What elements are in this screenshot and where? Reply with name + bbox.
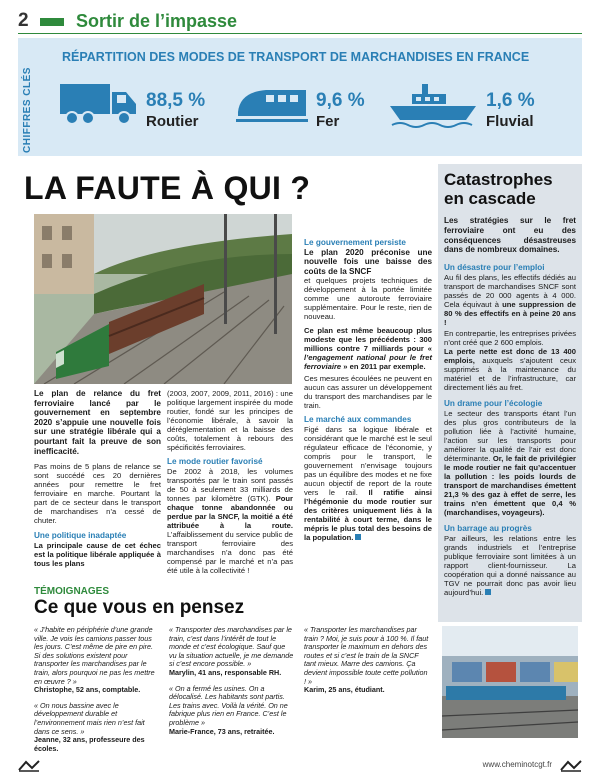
modest-text-b: » en 2011 par exemple. <box>341 362 426 372</box>
government-paragraph: et quelques projets techniques de développement à la portée limitée comme une autoroute ferroviaire supplémentaire. Pour le reste, rien de nouveau. <box>304 276 432 322</box>
cgt-logo-icon <box>560 760 582 772</box>
jobs-loss-bold: La perte nette est donc de 13 400 emplois, <box>444 347 576 366</box>
jobs-text-a: Au fil des plans, les effectifs dédiés au transport de marchandises SNCF sont passés de 20 000 agents à 4 000. Cela équivaut à <box>444 273 576 310</box>
jobs-paragraph <box>444 273 576 327</box>
market-paragraph <box>304 425 432 542</box>
testimonies-title: Ce que vous en pensez <box>34 597 245 618</box>
testimony-quote: « On nous bassine avec le développement durable et l’environnement mais rien n’est fait dans ce sens. » <box>34 700 145 736</box>
footer-url[interactable]: www.cheminotcgt.fr <box>482 760 552 769</box>
subheading-jobs: Un désastre pour l’emploi <box>444 263 545 273</box>
testimony-signature: Christophe, 52 ans, comptable. <box>34 685 141 695</box>
testimony-signature: Marie-France, 73 ans, retraitée. <box>169 726 275 736</box>
testimony-quote: « J’habite en périphérie d’une grande ville. Je vois les camions passer tous les jours. C’est même de pire en pire. Si des solutions existent pour transporter les marchandises par le train, alors pourquoi ne pas les mettre en œuvre ? » <box>34 625 155 686</box>
testimony-column-1 <box>34 626 159 753</box>
subheading-ecology: Un drame pour l’écologie <box>444 399 543 409</box>
testimony-signature: Karim, 25 ans, étudiant. <box>304 685 385 695</box>
road-share-value: 88,5 % <box>146 90 206 111</box>
testimony-signature: Jeanne, 32 ans, professeure des écoles. <box>34 735 145 753</box>
subheading-progress: Un barrage au progrès <box>444 524 532 534</box>
rail-share-value: 9,6 % <box>316 90 365 111</box>
jobs-loss <box>444 347 576 392</box>
page-footer <box>18 756 582 776</box>
sidebar-title-line-2: en cascade <box>444 189 536 208</box>
page-number: 2 <box>18 10 29 31</box>
sidebar-title <box>444 170 576 208</box>
market-text: Figé dans sa logique libérale et considérant que le marché est le seul régulateur efficace de l’économie, y compris pour le transport, le gouvernement n’envisage toujours pas un équilibre des modes et ne fixe aucun objectif de report de la route vers le rail. <box>304 425 432 498</box>
sidebar-intro: Les stratégies sur le fret ferroviaire ont eu des conséquences désastreuses dans de nombreux domaines. <box>444 216 576 255</box>
measures-paragraph: Ces mesures écoulées ne peuvent en aucun cas assurer un développement du transport des marchandises par le train. <box>304 374 432 411</box>
article-column-1 <box>34 389 161 568</box>
testimony-quote: « Transporter les marchandises par train ? Moi, je suis pour à 100 %. Il faut transporter le maximum en dehors des routes et si c’est le train de la SNCF tant mieux. Marre des camions. Ça devient impossible toute cette pollution ! » <box>304 625 429 686</box>
article-intro: Le plan de relance du fret ferroviaire lancé par le gouvernement en septembre 2020 s’appuie une nouvelle fois sur une stratégie libérale qui a pourtant fait la preuve de son inefficacité. <box>34 389 161 456</box>
sidebar-box <box>438 164 582 622</box>
ecology-paragraph <box>444 409 576 517</box>
modest-text-a: Ce plan est même beaucoup plus modeste que les précédents : 300 millions contre 7 milliards pour « <box>304 326 432 354</box>
road-share-label: Routier <box>146 113 199 130</box>
ecology-text: Le secteur des transports étant l’un des plus gros contributeurs de la pollution liée à l’activité humaine, l’action sur les transports pour améliorer la qualité de l’air est donc déterminante. <box>444 409 576 464</box>
freight-train-photo <box>34 214 292 384</box>
progress-text: Par ailleurs, les relations entre les grands industriels et l’entreprise publique ferroviaire sont limitées à un rapport client-fournisseur. La coopération qui a donné naissance au TGV ne pourrait donc pas avoir lieu aujourd’hui. <box>444 534 576 598</box>
truck-icon <box>60 82 138 126</box>
ecology-text-bold: Or, le fait de privilégier le mode routier ne fait qu’accentuer la pollution : les poids lourds de transport de marchandises émettent 21,3 % des gaz à effet de serre, les trains n’en émettent que 0,4 % (marchandises, voyageurs). <box>444 454 576 518</box>
rail-terminal-photo <box>442 626 578 738</box>
testimony-quote: « Transporter des marchandises par le train, c’est dans l’intérêt de tout le monde et c’est écologique. Sauf que vu la situation actuelle, je me demande si c’est encore possible. » <box>169 625 294 669</box>
key-figures-band <box>18 38 582 156</box>
key-figures-side-label: CHIFFRES CLÉS <box>22 67 33 153</box>
section-title: Sortir de l’impasse <box>76 11 238 31</box>
policy-lead: La principale cause de cet échec est la politique libérale appliquée à tous les plans <box>34 541 161 569</box>
jobs-private: En contrepartie, les entreprises privées n’ont créé que 2 600 emplois. <box>444 329 576 348</box>
jobs-text-bold: une suppression de 80 % des effectifs en à peine 20 ans ! <box>444 300 576 328</box>
cgt-logo-icon <box>18 760 40 772</box>
article-column-2 <box>167 389 293 575</box>
subheading-road: Le mode routier favorisé <box>167 457 263 466</box>
progress-paragraph <box>444 534 576 597</box>
subheading-government: Le gouvernement persiste <box>304 238 406 247</box>
road-text-a: De 2002 à 2018, les volumes transportés par le train sont passés de 50 à seulement 33 milliards de tonnes par kilomètre (GTK). <box>167 467 293 503</box>
testimony-column-3 <box>304 626 429 695</box>
end-marker <box>485 589 491 595</box>
river-share-label: Fluvial <box>486 113 534 130</box>
header-bar <box>40 18 64 26</box>
jobs-loss-text: auxquels s’ajoutent ceux supprimés à la maintenance du matériel et de l’infrastructure, car directement liés au fret. <box>444 356 576 393</box>
key-figures-heading: RÉPARTITION DES MODES DE TRANSPORT DE MARCHANDISES EN FRANCE <box>62 50 530 64</box>
testimony-quote: « On a fermé les usines. On a délocalisé. Les habitants sont partis. Les trains avec. Voilà la vérité. On ne fabrique plus rien en France. C’est le problème » <box>169 683 288 727</box>
policy-paragraph: (2003, 2007, 2009, 2011, 2016) : une politique largement inspirée du mode routier, fondé sur les principes de l’économie libérale, à savoir la déréglementation et la baisse des coûts, totalement à rebours des spécificités ferroviaires. <box>167 389 293 452</box>
testimony-column-2 <box>169 626 294 736</box>
boat-icon <box>390 82 476 128</box>
market-text-bold: Il ratifie ainsi l’hégémonie du mode routier sur des critères uniquement liés à la rentabilité à court terme, dans le mépris le plus total des besoins de la population. <box>304 488 432 543</box>
article-headline: LA FAUTE À QUI ? <box>24 170 311 206</box>
sidebar-title-line-1: Catastrophes <box>444 170 553 189</box>
road-paragraph <box>167 467 293 575</box>
end-marker <box>355 534 361 540</box>
road-text-bold: Pour chaque tonne abandonnée ou perdue par la SNCF, la moitié a été attribuée à la route. <box>167 494 293 530</box>
page-header <box>18 10 582 34</box>
modest-paragraph <box>304 326 432 371</box>
train-icon <box>236 86 308 126</box>
river-share-value: 1,6 % <box>486 90 535 111</box>
subheading-market: Le marché aux commandes <box>304 415 412 425</box>
rail-share-label: Fer <box>316 113 340 130</box>
article-column-3 <box>304 214 432 542</box>
government-lead: Le plan 2020 préconise une nouvelle fois une baisse des coûts de la SNCF <box>304 248 432 276</box>
modest-text-italic: l’engagement national pour le fret ferroviaire <box>304 353 432 372</box>
article-paragraph: Pas moins de 5 plans de relance se sont succédé ces 20 dernières années pour remettre le fret ferroviaire en marche. Pourtant la part de ce secteur dans le transport de marchandises n’a cessé de chuter. <box>34 462 161 526</box>
testimonies-kicker: TÉMOIGNAGES <box>34 586 110 597</box>
subheading-policy: Une politique inadaptée <box>34 531 127 541</box>
header-rule <box>18 33 582 34</box>
road-text-c: L’affaiblissement du service public de transport ferroviaire des marchandises n’a donc pas été compensé par le marché et n’a pas été utile à la collectivité ! <box>167 530 293 575</box>
testimony-signature: Marylin, 41 ans, responsable RH. <box>169 667 282 677</box>
